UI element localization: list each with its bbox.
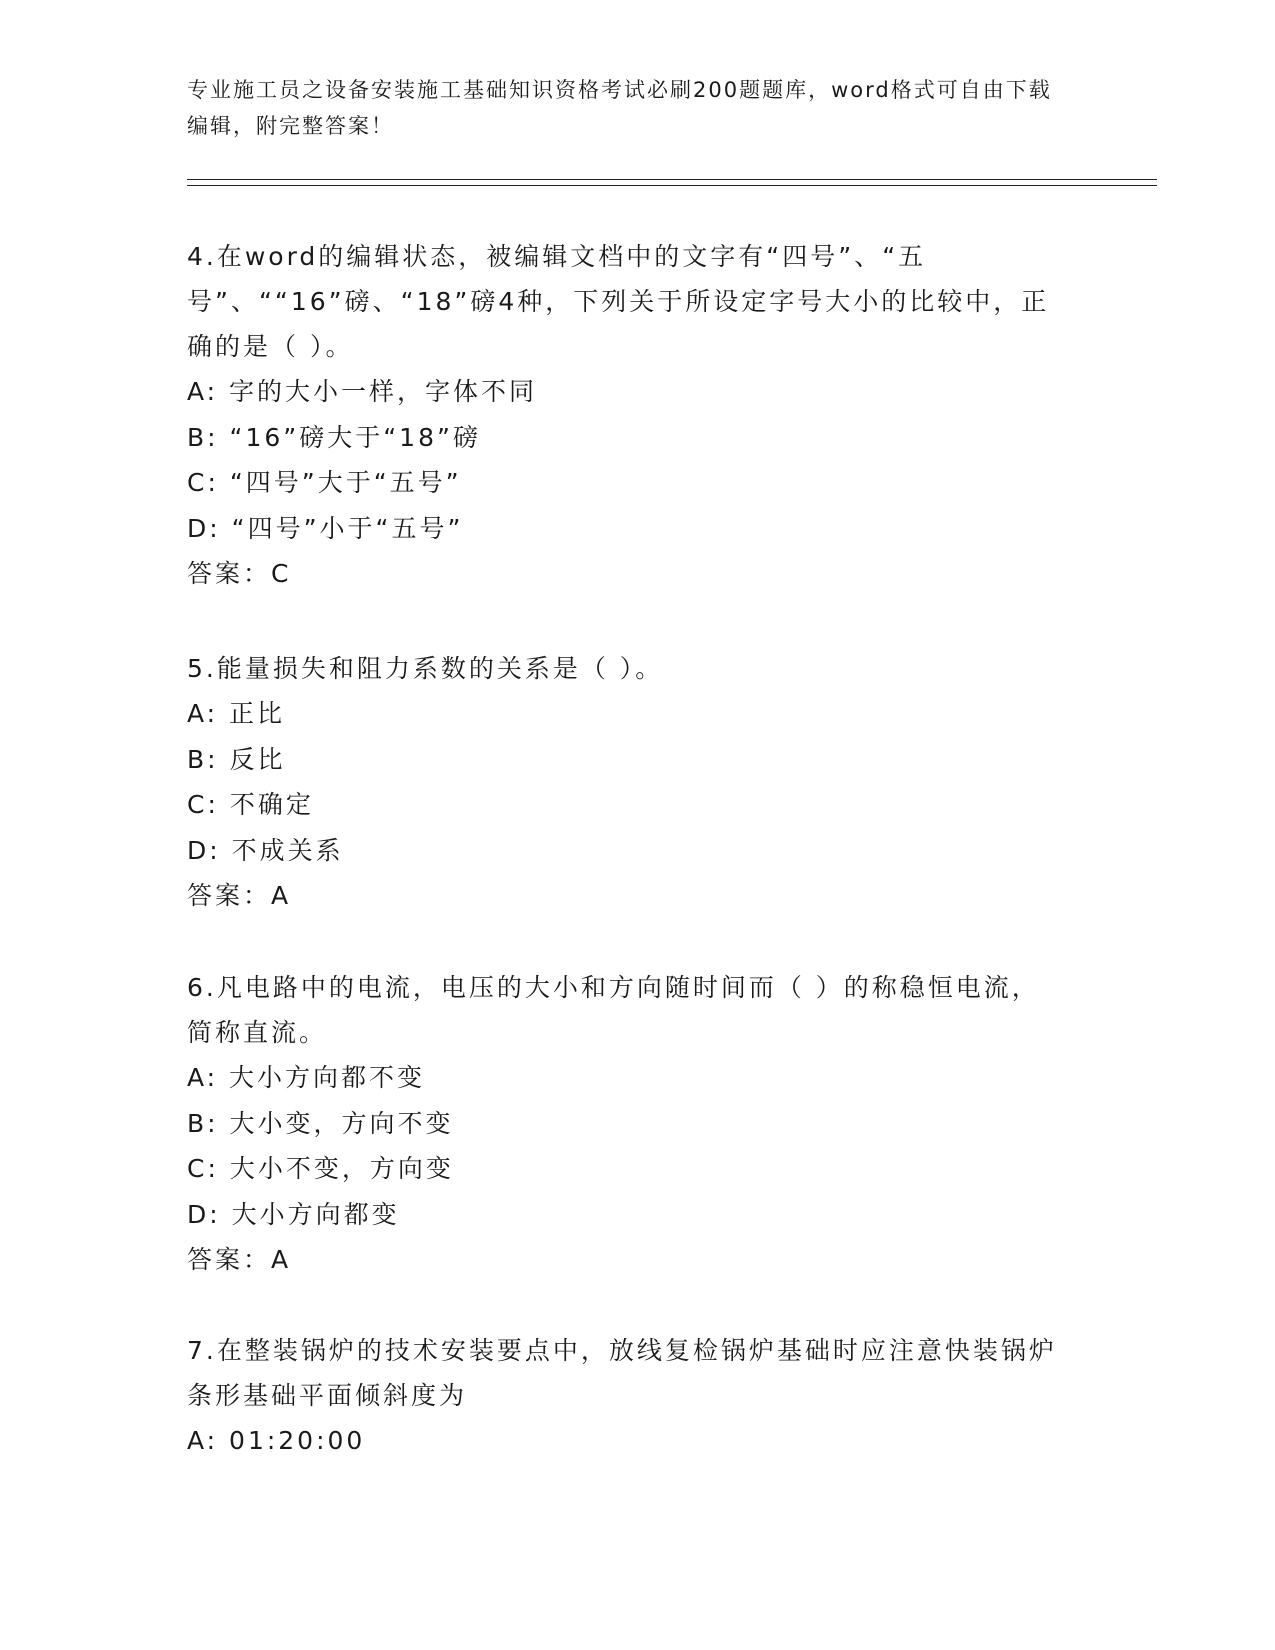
option-a: A: 01:20:00 [187,1426,366,1455]
option-d: D: “四号”小于“五号” [187,513,464,543]
option-c: C: “四号”大于“五号” [187,468,462,497]
question-stem: 7.在整装锅炉的技术安装要点中，放线复检锅炉基础时应注意快装锅炉条形基础平面倾斜度为 [187,1336,1057,1410]
answer: 答案：C [187,559,292,588]
option-a: A: 正比 [187,699,286,728]
option-d: D: 大小方向都变 [187,1199,400,1229]
option-b: B: 反比 [187,744,286,774]
option-c: C: 大小不变，方向变 [187,1154,454,1183]
option-a: A: 字的大小一样，字体不同 [187,377,538,406]
option-c: C: 不确定 [187,790,314,819]
question-stem: 5.能量损失和阻力系数的关系是（ ）。 [187,654,664,683]
question-stem: 4.在word的编辑状态，被编辑文档中的文字有“四号”、“五号”、““16”磅、“18”磅4种，下列关于所设定字号大小的比较中，正确的是（ ）。 [187,242,1050,361]
question-4 [187,234,1067,597]
header-divider-double [187,185,1157,186]
option-a: A: 大小方向都不变 [187,1063,426,1092]
question-stem: 6.凡电路中的电流，电压的大小和方向随时间而（ ）的称稳恒电流，简称直流。 [187,973,1040,1047]
answer: 答案：A [187,881,292,910]
option-b: B: “16”磅大于“18”磅 [187,422,481,452]
page-header: 专业施工员之设备安装施工基础知识资格考试必刷200题题库，word格式可自由下载编辑，附完整答案！ [187,78,1052,138]
answer: 答案：A [187,1245,292,1274]
option-d: D: 不成关系 [187,835,344,865]
question-6 [187,965,1067,1283]
question-5 [187,646,1067,919]
header-divider [187,179,1157,180]
question-7 [187,1328,1067,1464]
option-b: B: 大小变，方向不变 [187,1108,454,1138]
